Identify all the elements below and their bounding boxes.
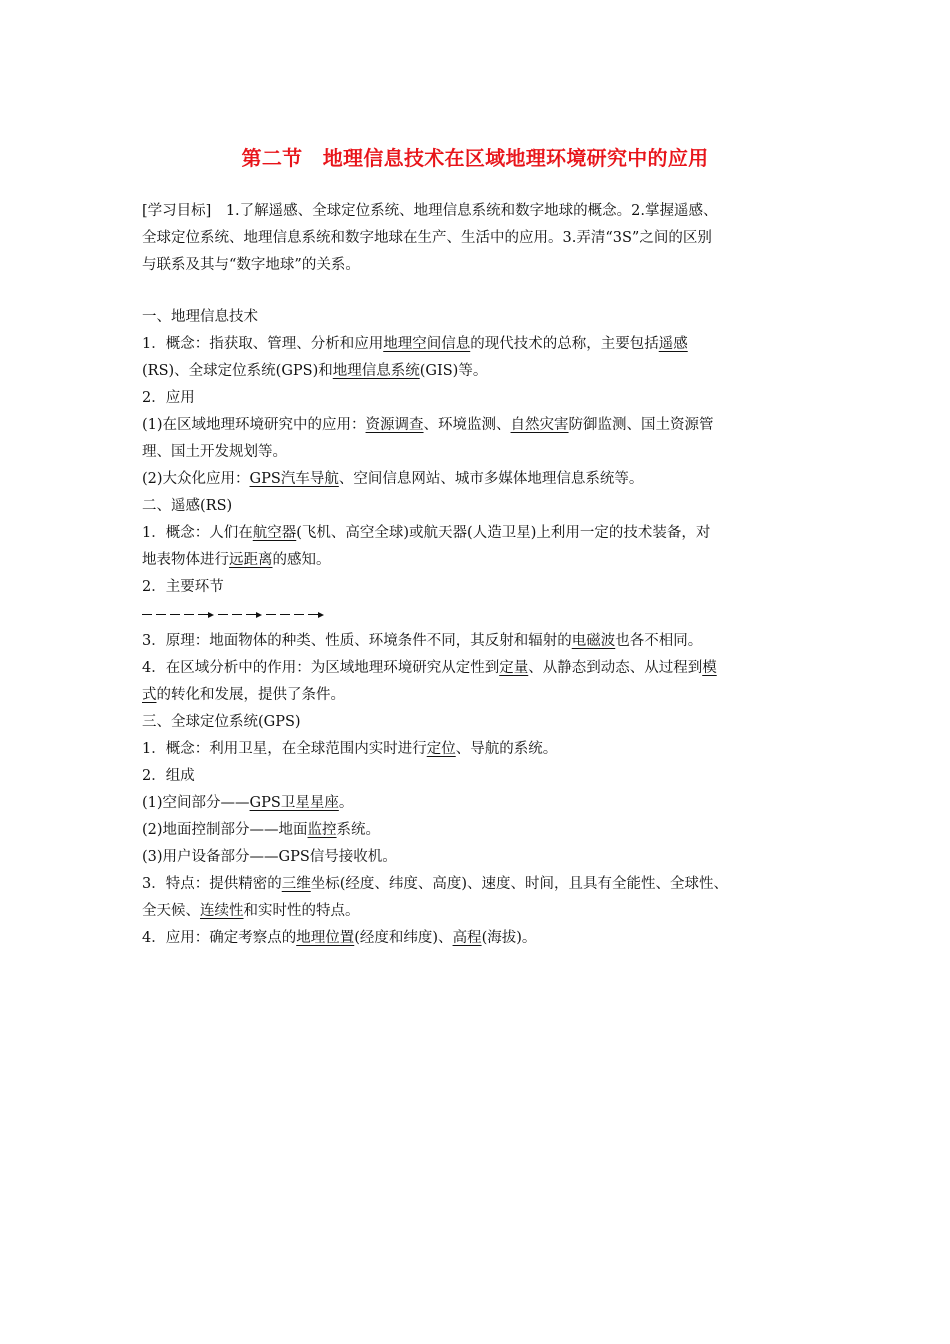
dash — [156, 614, 166, 615]
heading-components: 2．组成 — [142, 768, 195, 784]
blank-segment — [218, 614, 256, 615]
answer-blank: 遥感 — [658, 336, 688, 352]
learning-objectives — [142, 198, 822, 279]
application-public — [142, 466, 822, 493]
dash — [266, 614, 276, 615]
geo-info-concept — [142, 331, 822, 358]
blank-segment — [142, 614, 208, 615]
dash — [308, 614, 318, 615]
text: 防御监测、国土资源管 — [568, 417, 714, 433]
text: (海拔)。 — [481, 930, 537, 946]
gps-space-segment — [142, 790, 822, 817]
answer-blank: GPS汽车导航 — [249, 471, 339, 487]
text: (RS)、全球定位系统(GPS)和 — [142, 363, 333, 379]
arrow-icon — [256, 612, 262, 618]
text: 的转化和发展，提供了条件。 — [156, 687, 345, 703]
objectives-line: 与联系及其与“数字地球”的关系。 — [142, 257, 360, 273]
dash — [142, 614, 152, 615]
dash — [232, 614, 242, 615]
objectives-line: [学习目标] 1.了解遥感、全球定位系统、地理信息系统和数字地球的概念。2.掌握遥感、 — [142, 203, 718, 219]
heading-remote-sensing: 二、遥感(RS) — [142, 498, 233, 514]
text: (1)在区域地理环境研究中的应用： — [142, 417, 366, 433]
text: 。 — [338, 795, 354, 811]
lesson-body — [142, 304, 822, 952]
text: 、空间信息网站、城市多媒体地理信息系统等。 — [338, 471, 644, 487]
text: (GIS)等。 — [419, 363, 488, 379]
dash — [184, 614, 194, 615]
text: (1)空间部分—— — [142, 795, 250, 811]
rs-role — [142, 655, 822, 682]
gps-user-segment: (3)用户设备部分——GPS信号接收机。 — [142, 849, 397, 865]
text: 、从静态到动态、从过程到 — [528, 660, 703, 676]
heading-gps: 三、全球定位系统(GPS) — [142, 714, 301, 730]
answer-blank: 高程 — [452, 930, 482, 946]
gps-control-segment — [142, 817, 822, 844]
answer-blank: 模 — [702, 660, 717, 676]
text: 和实时性的特点。 — [243, 903, 360, 919]
arrow-icon — [208, 612, 214, 618]
arrow-icon — [318, 612, 324, 618]
answer-blank: 地理信息系统 — [332, 363, 420, 379]
gps-features-cont — [142, 898, 822, 925]
dash — [170, 614, 180, 615]
text: (2)地面控制部分——地面 — [142, 822, 308, 838]
answer-blank: 地理空间信息 — [383, 336, 471, 352]
application-regional — [142, 412, 822, 439]
text: 的感知。 — [272, 552, 331, 568]
objectives-line: 全球定位系统、地理信息系统和数字地球在生产、生活中的应用。3.弄清“3S”之间的区别 — [142, 230, 712, 246]
answer-blank: 地理位置 — [296, 930, 355, 946]
text: 1．概念：指获取、管理、分析和应用 — [142, 336, 384, 352]
rs-concept-cont — [142, 547, 822, 574]
gps-application — [142, 925, 822, 952]
text: 1．概念：人们在 — [142, 525, 253, 541]
text: 坐标(经度、纬度、高度)、速度、时间，且具有全能性、全球性、 — [310, 876, 729, 892]
answer-blank: 三维 — [281, 876, 311, 892]
answer-blank: 电磁波 — [571, 633, 616, 649]
heading-main-steps: 2．主要环节 — [142, 579, 224, 595]
heading-geo-info-tech: 一、地理信息技术 — [142, 309, 258, 325]
text: (飞机、高空全球)或航天器(人造卫星)上利用一定的技术装备，对 — [296, 525, 711, 541]
text: 1．概念：利用卫星，在全球范围内实时进行 — [142, 741, 427, 757]
answer-blank: 自然灾害 — [510, 417, 569, 433]
answer-blank: 连续性 — [200, 903, 244, 919]
text: 的现代技术的总称，主要包括 — [470, 336, 659, 352]
text: (经度和纬度)、 — [354, 930, 453, 946]
gps-features — [142, 871, 822, 898]
section-title: 第二节 地理信息技术在区域地理环境研究中的应用 — [241, 146, 709, 170]
dash — [280, 614, 290, 615]
gps-concept — [142, 736, 822, 763]
dash — [218, 614, 228, 615]
answer-blank: 式 — [142, 687, 157, 703]
rs-concept — [142, 520, 822, 547]
text: 4．应用：确定考察点的 — [142, 930, 297, 946]
blank-segment — [266, 614, 318, 615]
answer-blank: 航空器 — [252, 525, 297, 541]
text: 3．特点：提供精密的 — [142, 876, 282, 892]
text: 、导航的系统。 — [455, 741, 558, 757]
rs-principle — [142, 628, 822, 655]
dash — [246, 614, 256, 615]
heading-application: 2．应用 — [142, 390, 195, 406]
answer-blank: 远距离 — [229, 552, 273, 568]
dash — [294, 614, 304, 615]
text: 3．原理：地面物体的种类、性质、环境条件不同，其反射和辐射的 — [142, 633, 572, 649]
text: 4．在区域分析中的作用：为区域地理环境研究从定性到 — [142, 660, 500, 676]
text: 地表物体进行 — [142, 552, 229, 568]
text: 也各不相同。 — [615, 633, 703, 649]
answer-blank: 定量 — [499, 660, 529, 676]
rs-role-cont — [142, 682, 822, 709]
text: 系统。 — [336, 822, 381, 838]
text: 、环境监测、 — [423, 417, 511, 433]
answer-blank: GPS卫星星座 — [249, 795, 339, 811]
steps-flow-blanks — [142, 601, 822, 628]
dash — [198, 614, 208, 615]
answer-blank: 资源调查 — [365, 417, 424, 433]
text: (2)大众化应用： — [142, 471, 250, 487]
answer-blank: 监控 — [307, 822, 337, 838]
text: 全天候、 — [142, 903, 200, 919]
application-regional-cont: 理、国土开发规划等。 — [142, 444, 287, 460]
geo-info-concept-cont — [142, 358, 822, 385]
answer-blank: 定位 — [426, 741, 456, 757]
